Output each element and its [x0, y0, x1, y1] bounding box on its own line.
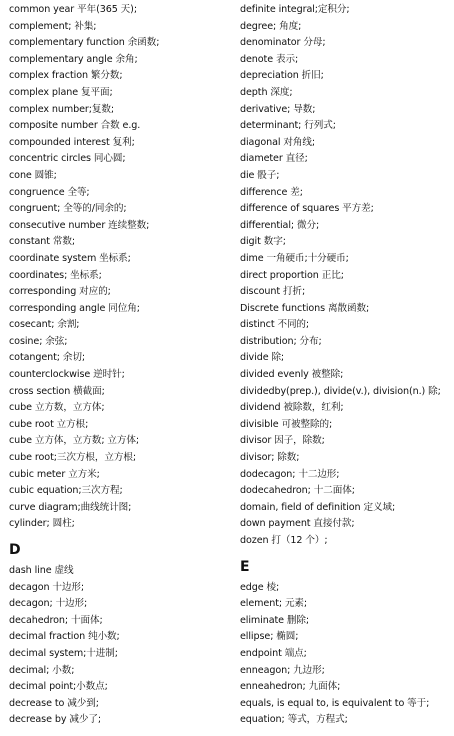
glossary-entry: discount 打折;	[240, 286, 306, 298]
glossary-entry: decrease to 减少到;	[9, 697, 99, 709]
glossary-entry: consecutive number 连续整数;	[9, 219, 150, 231]
glossary-entry: cosecant; 余割;	[9, 319, 80, 331]
glossary-entry: diameter 直径;	[240, 153, 308, 165]
glossary-entry: decagon 十边形;	[9, 581, 85, 593]
glossary-entry: determinant; 行列式;	[240, 120, 336, 132]
glossary-entry: constant 常数;	[9, 236, 75, 248]
glossary-entry: endpoint 端点;	[240, 647, 307, 659]
glossary-entry: dozen 打（12 个）;	[240, 535, 328, 546]
glossary-entry: congruence 全等;	[9, 186, 90, 198]
glossary-entry: domain, field of definition 定义域;	[240, 501, 396, 513]
glossary-entry: divisible 可被整除的;	[240, 418, 333, 430]
glossary-entry: equals, is equal to, is equivalent to 等于;	[240, 697, 430, 709]
glossary-entry: cubic equation;三次方程;	[9, 485, 123, 497]
glossary-entry: cross section 横截面;	[9, 385, 105, 397]
glossary-entry: coordinate system 坐标系;	[9, 252, 131, 264]
glossary-entry: denote 表示;	[240, 53, 299, 65]
glossary-entry: Discrete functions 离散函数;	[240, 302, 370, 314]
glossary-entry: cubic meter 立方米;	[9, 468, 100, 480]
section-heading-d: D	[9, 542, 21, 558]
glossary-entry: dime 一角硬币;十分硬币;	[240, 252, 349, 264]
glossary-entry: equation; 等式，方程式;	[240, 714, 348, 726]
glossary-entry: direct proportion 正比;	[240, 269, 344, 281]
glossary-entry: distribution; 分布;	[240, 335, 322, 347]
glossary-entry: decagon; 十边形;	[9, 598, 88, 610]
right-column	[240, 2, 450, 729]
glossary-entry: difference 差;	[240, 186, 303, 198]
glossary-entry: curve diagram;曲线统计图;	[9, 501, 132, 513]
glossary-entry: cylinder; 圆柱;	[9, 518, 75, 530]
left-column	[9, 2, 227, 729]
glossary-entry: diagonal 对角线;	[240, 136, 315, 148]
glossary-entry: cone 圆锥;	[9, 169, 57, 181]
glossary-entry: complementary function 余函数;	[9, 37, 160, 49]
glossary-entry: decimal system;十进制;	[9, 647, 118, 659]
glossary-entry: dividend 被除数，红利;	[240, 402, 344, 414]
glossary-entry: dash line 虚线	[9, 565, 74, 576]
glossary-entry: divided evenly 被整除;	[240, 369, 344, 381]
glossary-entry: eliminate 删除;	[240, 614, 310, 626]
glossary-entry: decimal; 小数;	[9, 664, 75, 676]
glossary-entry: distinct 不同的;	[240, 319, 310, 331]
glossary-entry: denominator 分母;	[240, 37, 326, 49]
glossary-entry: enneahedron; 九面体;	[240, 681, 341, 693]
glossary-entry: divisor 因子，除数;	[240, 435, 325, 447]
glossary-entry: concentric circles 同心圆;	[9, 153, 126, 165]
glossary-entry: down payment 直接付款;	[240, 518, 355, 530]
glossary-entry: dividedby(prep.), divide(v.), division(n.) 除;	[240, 385, 441, 397]
glossary-entry: decrease by 减少了;	[9, 714, 101, 726]
glossary-entry: enneagon; 九边形;	[240, 664, 325, 676]
section-heading-e: E	[240, 558, 250, 575]
glossary-entry: cosine; 余弦;	[9, 335, 68, 347]
glossary-entry: dodecahedron; 十二面体;	[240, 485, 355, 497]
glossary-entry: common year 平年(365 天);	[9, 4, 137, 15]
glossary-entry: difference of squares 平方差;	[240, 203, 374, 215]
glossary-entry: digit 数字;	[240, 236, 286, 248]
glossary-entry: die 骰子;	[240, 169, 280, 181]
glossary-entry: cube root 立方根;	[9, 418, 89, 430]
glossary-entry: complex fraction 繁分数;	[9, 70, 123, 82]
glossary-entry: corresponding angle 同位角;	[9, 302, 140, 314]
glossary-entry: complementary angle 余角;	[9, 53, 138, 65]
glossary-entry: definite integral;定积分;	[240, 4, 350, 15]
glossary-entry: complex number;复数;	[9, 103, 115, 115]
glossary-entry: edge 棱;	[240, 581, 280, 593]
glossary-entry: derivative; 导数;	[240, 103, 316, 115]
glossary-entry: complement; 补集;	[9, 20, 97, 32]
glossary-entry: decahedron; 十面体;	[9, 614, 103, 626]
glossary-entry: degree; 角度;	[240, 20, 302, 32]
glossary-entry: cotangent; 余切;	[9, 352, 86, 364]
glossary-entry: coordinates; 坐标系;	[9, 269, 102, 281]
glossary-entry: cube root;三次方根，立方根;	[9, 452, 136, 464]
glossary-entry: element; 元素;	[240, 598, 308, 610]
glossary-entry: divide 除;	[240, 352, 285, 364]
glossary-entry: decimal point;小数点;	[9, 681, 108, 693]
left-entries-bottom	[9, 563, 227, 729]
glossary-entry: differential; 微分;	[240, 219, 320, 231]
glossary-entry: compounded interest 复利;	[9, 136, 135, 148]
glossary-entry: corresponding 对应的;	[9, 286, 111, 298]
glossary-entry: depth 深度;	[240, 86, 293, 98]
glossary-entry: divisor; 除数;	[240, 452, 300, 464]
glossary-entry: complex plane 复平面;	[9, 86, 113, 98]
left-entries-top	[9, 2, 227, 533]
glossary-entry: cube 立方数，立方体;	[9, 402, 105, 414]
glossary-entry: composite number 合数 e.g.	[9, 120, 141, 132]
glossary-entry: depreciation 折旧;	[240, 70, 324, 82]
glossary-entry: ellipse; 椭圆;	[240, 631, 299, 643]
glossary-entry: cube 立方体，立方数; 立方体;	[9, 435, 140, 447]
right-entries-top	[240, 2, 450, 550]
glossary-entry: counterclockwise 逆时针;	[9, 369, 125, 381]
right-entries-bottom	[240, 580, 450, 729]
glossary-entry: decimal fraction 纯小数;	[9, 631, 120, 643]
glossary-entry: congruent; 全等的/同余的;	[9, 203, 127, 215]
glossary-entry: dodecagon; 十二边形;	[240, 468, 340, 480]
